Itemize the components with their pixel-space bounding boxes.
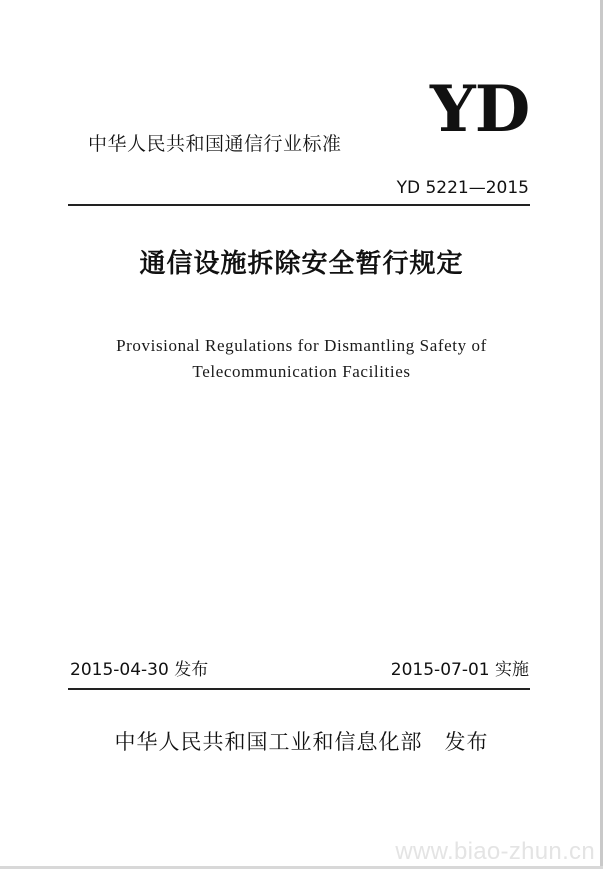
header-divider bbox=[68, 204, 530, 206]
implementation-date: 2015-07-01 实施 bbox=[390, 660, 529, 680]
issue-date: 2015-04-30 发布 bbox=[70, 660, 209, 680]
publisher: 中华人民共和国工业和信息化部 发布 bbox=[114, 730, 489, 754]
document-title-english bbox=[0, 333, 603, 385]
standard-number: YD 5221—2015 bbox=[396, 178, 529, 198]
english-title-line-2: Telecommunication Facilities bbox=[192, 362, 411, 381]
website-watermark: www.biao-zhun.cn bbox=[395, 838, 595, 865]
english-title-line-1: Provisional Regulations for Dismantling Safety of bbox=[116, 336, 487, 355]
yd-logo: YD bbox=[430, 72, 530, 147]
document-title-chinese: 通信设施拆除安全暂行规定 bbox=[139, 249, 464, 279]
footer-divider bbox=[68, 688, 530, 690]
standard-category: 中华人民共和国通信行业标准 bbox=[88, 133, 342, 155]
